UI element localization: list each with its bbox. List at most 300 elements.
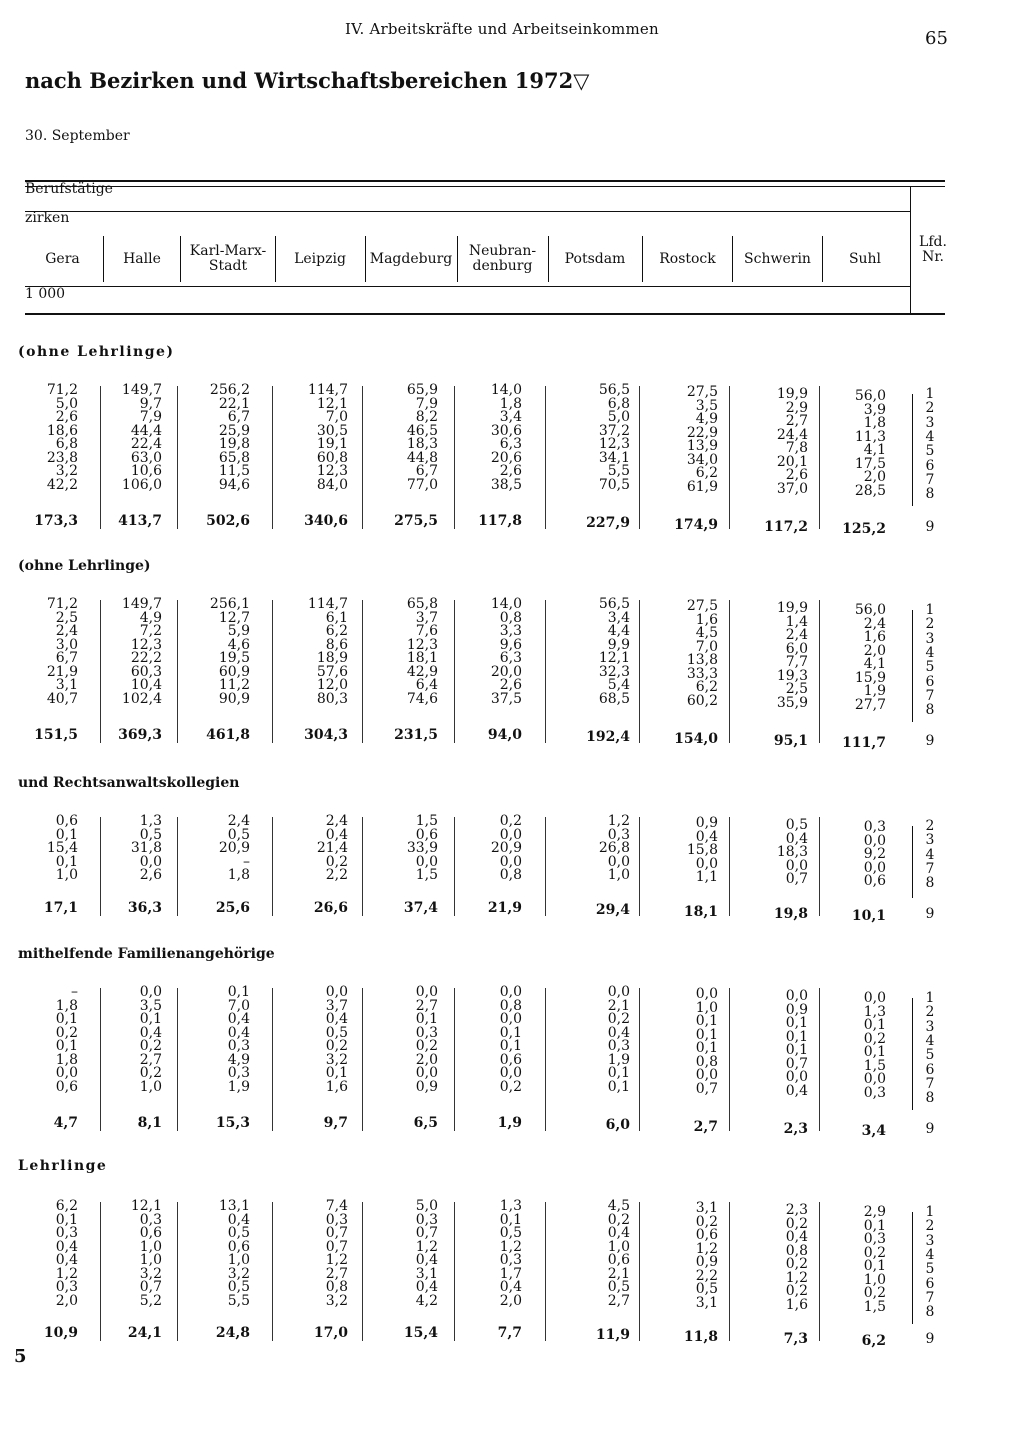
table-cell: 1,2	[325, 1252, 348, 1268]
total-cell: 6,2	[861, 1333, 886, 1349]
total-cell: 37,4	[403, 900, 438, 916]
table-cell: 1,0	[227, 1252, 250, 1268]
table-cell: 1,0	[607, 867, 630, 883]
total-cell: 24,8	[215, 1325, 250, 1341]
table-cell: 0,6	[415, 826, 438, 843]
table-cell: 114,7	[307, 596, 348, 612]
table-cell: 77,0	[406, 476, 438, 493]
table-cell: 3,7	[415, 609, 438, 626]
triangle-icon: ▽	[573, 69, 590, 93]
table-cell: 24,4	[776, 426, 808, 443]
section-label: (ohne Lehrlinge)	[18, 344, 175, 360]
table-cell: 149,7	[121, 382, 162, 398]
table-cell: 0,3	[227, 1038, 250, 1054]
row-number: 5	[925, 1047, 935, 1064]
table-cell: 0,8	[499, 609, 522, 626]
table-cell: 0,1	[55, 1038, 78, 1054]
table-cell: 0,2	[863, 1285, 886, 1301]
table-cell: 42,9	[406, 663, 438, 680]
table-cell: 0,2	[607, 1011, 630, 1027]
table-cell: 0,1	[227, 984, 250, 1000]
table-cell: 0,1	[499, 1038, 522, 1054]
table-cell: 2,5	[55, 609, 78, 626]
table-cell: 5,5	[227, 1292, 250, 1309]
table-cell: 26,8	[598, 840, 630, 856]
table-cell: 65,9	[406, 382, 438, 398]
table-cell: 0,1	[863, 1044, 886, 1060]
data-divider	[100, 1202, 101, 1341]
table-cell: 0,4	[415, 1279, 438, 1295]
table-cell: 3,1	[695, 1200, 718, 1216]
table-cell: 0,0	[695, 855, 718, 872]
table-cell: 13,8	[686, 652, 718, 668]
table-cell: 1,0	[55, 867, 78, 883]
table-cell: 2,6	[499, 463, 522, 479]
header-rule	[25, 211, 910, 212]
data-divider	[639, 386, 640, 529]
table-cell: 0,5	[607, 1279, 630, 1295]
table-cell: 1,2	[499, 1238, 522, 1255]
row-number: 1	[925, 386, 935, 402]
data-divider	[545, 386, 546, 529]
total-cell: 25,6	[215, 900, 250, 916]
total-cell: 94,0	[487, 727, 522, 743]
row-number: 6	[925, 673, 935, 690]
table-cell: 1,6	[863, 629, 886, 645]
data-divider	[545, 1202, 546, 1341]
table-cell: 3,2	[325, 1051, 348, 1068]
row-number: 4	[925, 1246, 935, 1263]
table-cell: 22,9	[686, 424, 718, 441]
table-cell: 37,2	[598, 422, 630, 439]
running-title: IV. Arbeitskräfte und Arbeitseinkommen	[345, 20, 659, 38]
table-cell: 35,9	[776, 694, 808, 711]
total-cell: 174,9	[674, 517, 718, 533]
table-cell: 256,1	[209, 596, 250, 612]
table-cell: 0,7	[139, 1279, 162, 1295]
table-cell: 6,2	[325, 623, 348, 639]
header-rule	[25, 186, 945, 187]
table-cell: 0,8	[785, 1242, 808, 1259]
column-divider	[365, 236, 366, 282]
column-divider	[732, 236, 733, 282]
data-divider	[177, 386, 178, 529]
table-cell: 0,2	[785, 1215, 808, 1232]
table-cell: 12,0	[316, 677, 348, 693]
table-cell: 0,0	[325, 984, 348, 1000]
table-cell: 1,7	[499, 1265, 522, 1282]
section-label: und Rechtsanwaltskollegien	[18, 775, 240, 791]
table-cell: 4,2	[415, 1292, 438, 1309]
table-cell: 0,0	[863, 990, 886, 1006]
table-cell: 7,9	[139, 409, 162, 425]
total-cell: 227,9	[586, 515, 630, 531]
column-header: Magdeburg	[369, 251, 453, 267]
table-cell: 3,2	[227, 1265, 250, 1282]
table-cell: 0,0	[55, 1065, 78, 1081]
total-cell: 29,4	[595, 902, 630, 918]
section-label: mithelfende Familienangehörige	[18, 946, 275, 962]
table-cell: 15,8	[686, 842, 718, 858]
column-header: Potsdam	[564, 251, 626, 267]
table-cell: 5,4	[607, 677, 630, 693]
total-cell: 340,6	[304, 513, 348, 529]
table-cell: 1,8	[55, 997, 78, 1014]
total-cell: 111,7	[842, 735, 886, 751]
table-cell: 1,5	[415, 867, 438, 883]
total-cell: 18,1	[683, 904, 718, 920]
table-cell: 0,2	[863, 1244, 886, 1261]
table-cell: 25,9	[218, 422, 250, 439]
table-cell: 0,1	[863, 1217, 886, 1234]
table-cell: 0,4	[139, 1024, 162, 1041]
total-cell: 275,5	[394, 513, 438, 529]
table-cell: 5,9	[227, 623, 250, 639]
table-cell: 33,9	[406, 840, 438, 856]
table-cell: 0,1	[695, 1026, 718, 1043]
table-cell: 4,9	[227, 1051, 250, 1068]
table-cell: 1,3	[863, 1003, 886, 1020]
data-divider	[454, 1202, 455, 1341]
table-cell: 0,0	[863, 832, 886, 849]
table-cell: 44,8	[406, 449, 438, 466]
table-cell: 5,0	[55, 395, 78, 412]
table-cell: 18,6	[46, 422, 78, 439]
data-divider	[729, 817, 730, 916]
data-divider	[100, 386, 101, 529]
table-cell: 3,1	[55, 677, 78, 693]
data-divider	[639, 817, 640, 916]
table-cell: 6,7	[227, 409, 250, 425]
table-cell: 80,3	[316, 690, 348, 707]
column-header: Karl-Marx- Stadt	[189, 243, 267, 274]
total-cell: 4,7	[53, 1115, 78, 1131]
table-head-row2: zirken	[25, 210, 70, 226]
table-cell: 2,0	[863, 642, 886, 659]
section-label: (ohne Lehrlinge)	[18, 558, 151, 574]
table-cell: 2,6	[55, 409, 78, 425]
table-cell: 0,4	[785, 830, 808, 847]
table-cell: 33,3	[686, 665, 718, 682]
table-cell: 0,0	[415, 853, 438, 870]
total-row-number: 9	[925, 906, 935, 922]
table-cell: 4,9	[695, 411, 718, 427]
table-cell: 60,8	[316, 449, 348, 466]
table-cell: 84,0	[316, 476, 348, 493]
table-cell: 2,2	[695, 1267, 718, 1284]
table-cell: 3,4	[607, 609, 630, 626]
table-cell: 6,1	[325, 609, 348, 626]
table-cell: 0,8	[325, 1279, 348, 1295]
total-cell: 15,3	[215, 1115, 250, 1131]
total-cell: 36,3	[127, 900, 162, 916]
table-cell: 3,1	[415, 1265, 438, 1282]
table-cell: 60,2	[686, 692, 718, 709]
table-cell: 5,0	[415, 1198, 438, 1214]
data-divider	[545, 988, 546, 1131]
table-cell: 0,3	[139, 1211, 162, 1228]
table-cell: 0,0	[499, 984, 522, 1000]
table-cell: 0,2	[607, 1211, 630, 1228]
table-cell: 1,5	[863, 1057, 886, 1074]
table-cell: 1,2	[607, 813, 630, 829]
total-cell: 173,3	[34, 513, 78, 529]
table-cell: 31,8	[130, 840, 162, 856]
table-cell: 0,4	[325, 826, 348, 843]
table-cell: 2,2	[325, 867, 348, 883]
table-cell: 6,8	[607, 395, 630, 412]
row-number: 3	[925, 630, 935, 647]
table-cell: 0,5	[695, 1281, 718, 1297]
table-cell: 102,4	[121, 690, 162, 707]
table-cell: 12,7	[218, 609, 250, 626]
table-cell: 27,5	[686, 598, 718, 614]
table-cell: 0,5	[227, 1279, 250, 1295]
data-divider	[454, 817, 455, 916]
total-row-number: 9	[925, 733, 935, 749]
table-cell: 0,7	[325, 1238, 348, 1255]
total-cell: 15,4	[403, 1325, 438, 1341]
table-cell: 1,5	[415, 813, 438, 829]
table-cell: 1,4	[785, 613, 808, 630]
table-cell: 0,5	[499, 1225, 522, 1241]
table-cell: 22,2	[130, 650, 162, 666]
table-cell: 19,9	[776, 386, 808, 402]
table-cell: 0,9	[415, 1078, 438, 1095]
table-cell: 18,9	[316, 650, 348, 666]
table-cell: –	[71, 984, 78, 1000]
total-cell: 10,1	[851, 908, 886, 924]
total-cell: 9,7	[323, 1115, 348, 1131]
table-cell: 19,5	[218, 650, 250, 666]
row-number: 4	[925, 644, 935, 661]
table-cell: 7,8	[785, 440, 808, 456]
table-cell: 1,9	[863, 683, 886, 699]
table-cell: 20,0	[490, 663, 522, 680]
table-cell: 0,1	[55, 1011, 78, 1027]
table-cell: 0,0	[607, 984, 630, 1000]
table-cell: 3,5	[695, 397, 718, 414]
table-cell: 7,4	[325, 1198, 348, 1214]
total-cell: 95,1	[773, 733, 808, 749]
row-number: 1	[925, 602, 935, 618]
row-number: 5	[925, 443, 935, 460]
table-cell: 12,1	[316, 395, 348, 412]
table-cell: 19,8	[218, 436, 250, 452]
data-divider	[729, 988, 730, 1131]
table-cell: 0,0	[499, 826, 522, 843]
total-cell: 304,3	[304, 727, 348, 743]
table-cell: 0,1	[785, 1015, 808, 1031]
total-row-number: 9	[925, 519, 935, 535]
table-cell: 6,2	[695, 679, 718, 695]
table-cell: 0,0	[785, 857, 808, 874]
column-header: Leipzig	[294, 251, 346, 267]
table-cell: 74,6	[406, 690, 438, 707]
table-cell: 20,9	[490, 840, 522, 856]
table-cell: 42,2	[46, 476, 78, 493]
table-cell: 6,8	[55, 436, 78, 452]
table-cell: 0,7	[325, 1225, 348, 1241]
table-cell: 21,9	[46, 663, 78, 680]
table-cell: 4,6	[227, 636, 250, 653]
row-number: 6	[925, 457, 935, 474]
table-cell: 0,8	[695, 1053, 718, 1070]
table-cell: 0,0	[139, 984, 162, 1000]
row-number: 1	[925, 990, 935, 1006]
table-cell: 19,3	[776, 667, 808, 684]
table-cell: 1,8	[227, 867, 250, 883]
table-cell: 0,2	[415, 1038, 438, 1054]
table-cell: 37,0	[776, 480, 808, 497]
table-cell: 9,9	[607, 636, 630, 653]
table-cell: 8,2	[415, 409, 438, 425]
table-cell: 34,0	[686, 451, 718, 468]
table-unit: 1 000	[25, 286, 66, 302]
data-divider	[819, 988, 820, 1131]
table-cell: 7,0	[695, 638, 718, 655]
table-cell: 10,6	[130, 463, 162, 479]
table-cell: 0,1	[607, 1078, 630, 1095]
data-divider	[819, 817, 820, 916]
table-cell: 28,5	[854, 482, 886, 499]
table-cell: 1,8	[55, 1051, 78, 1068]
table-cell: 56,0	[854, 388, 886, 404]
nr-divider	[912, 998, 913, 1110]
table-cell: 6,2	[695, 465, 718, 481]
total-cell: 117,8	[478, 513, 522, 529]
table-cell: 0,0	[415, 1065, 438, 1081]
table-cell: 0,9	[695, 815, 718, 831]
total-cell: 17,1	[43, 900, 78, 916]
table-cell: 0,2	[55, 1024, 78, 1041]
table-cell: 1,2	[55, 1265, 78, 1282]
table-cell: 4,5	[607, 1198, 630, 1214]
data-divider	[362, 817, 363, 916]
table-cell: 20,1	[776, 453, 808, 470]
total-row-number: 9	[925, 1331, 935, 1347]
table-cell: 9,7	[139, 395, 162, 412]
row-number: 8	[925, 1304, 935, 1321]
table-cell: 15,4	[46, 840, 78, 856]
row-number: 2	[925, 400, 935, 417]
table-cell: 40,7	[46, 690, 78, 707]
table-cell: 0,6	[55, 813, 78, 829]
section-label: Lehrlinge	[18, 1158, 108, 1174]
table-cell: 65,8	[406, 596, 438, 612]
table-cell: 0,6	[695, 1227, 718, 1243]
table-cell: 0,7	[785, 871, 808, 887]
table-cell: 56,5	[598, 382, 630, 398]
table-cell: 6,7	[415, 463, 438, 479]
table-cell: 0,3	[415, 1211, 438, 1228]
table-cell: 0,4	[227, 1011, 250, 1027]
table-cell: 0,2	[139, 1065, 162, 1081]
table-cell: 1,0	[139, 1238, 162, 1255]
table-cell: 34,1	[598, 449, 630, 466]
total-cell: 8,1	[137, 1115, 162, 1131]
table-cell: 2,5	[785, 681, 808, 697]
table-cell: 0,3	[415, 1024, 438, 1041]
table-cell: 11,3	[854, 428, 886, 445]
total-cell: 11,8	[683, 1329, 718, 1345]
nr-divider	[912, 394, 913, 506]
table-cell: 106,0	[121, 476, 162, 493]
total-cell: 2,3	[783, 1121, 808, 1137]
total-cell: 10,9	[43, 1325, 78, 1341]
table-cell: 18,3	[406, 436, 438, 452]
table-cell: 149,7	[121, 596, 162, 612]
table-cell: 0,3	[863, 819, 886, 835]
table-cell: 7,0	[325, 409, 348, 425]
table-cell: 1,2	[785, 1269, 808, 1286]
column-header: Halle	[123, 251, 161, 267]
table-cell: 7,0	[227, 997, 250, 1014]
table-cell: 1,0	[863, 1271, 886, 1288]
row-number: 4	[925, 846, 935, 863]
table-cell: 9,6	[499, 636, 522, 653]
table-cell: 3,3	[499, 623, 522, 639]
row-number: 2	[925, 1218, 935, 1235]
table-cell: 2,6	[499, 677, 522, 693]
table-cell: 0,3	[325, 1211, 348, 1228]
table-cell: 38,5	[490, 476, 522, 493]
table-cell: 68,5	[598, 690, 630, 707]
row-number: 7	[925, 1289, 935, 1306]
table-cell: 12,1	[598, 650, 630, 666]
row-number: 6	[925, 1275, 935, 1292]
total-cell: 26,6	[313, 900, 348, 916]
table-cell: 0,3	[863, 1084, 886, 1101]
table-cell: 2,1	[607, 997, 630, 1014]
table-cell: 65,8	[218, 449, 250, 466]
table-cell: 5,2	[139, 1292, 162, 1309]
table-cell: 1,0	[607, 1238, 630, 1255]
row-number: 4	[925, 1032, 935, 1049]
table-cell: 0,6	[55, 1078, 78, 1095]
table-cell: 0,0	[499, 853, 522, 870]
total-cell: 231,5	[394, 727, 438, 743]
total-cell: 151,5	[34, 727, 78, 743]
table-cell: 1,3	[499, 1198, 522, 1214]
table-cell: 2,7	[325, 1265, 348, 1282]
row-number: 7	[925, 471, 935, 488]
total-cell: 2,7	[693, 1119, 718, 1135]
table-cell: 1,6	[785, 1296, 808, 1313]
table-cell: 11,2	[218, 677, 250, 693]
table-cell: 0,4	[499, 1279, 522, 1295]
table-cell: 37,5	[490, 690, 522, 707]
table-cell: 0,2	[325, 1038, 348, 1054]
table-cell: 0,6	[139, 1225, 162, 1241]
data-divider	[454, 386, 455, 529]
table-cell: 94,6	[218, 476, 250, 493]
total-cell: 413,7	[118, 513, 162, 529]
table-cell: 0,3	[607, 1038, 630, 1054]
table-cell: 0,8	[499, 867, 522, 883]
table-cell: 7,2	[139, 623, 162, 639]
table-cell: 12,3	[406, 636, 438, 653]
table-cell: 2,0	[55, 1292, 78, 1309]
table-cell: 0,6	[499, 1051, 522, 1068]
row-number: 3	[925, 414, 935, 431]
data-divider	[177, 988, 178, 1131]
total-cell: 21,9	[487, 900, 522, 916]
table-cell: 0,1	[499, 1211, 522, 1228]
column-header: Schwerin	[744, 251, 811, 267]
table-cell: 0,1	[55, 853, 78, 870]
column-divider	[457, 236, 458, 282]
